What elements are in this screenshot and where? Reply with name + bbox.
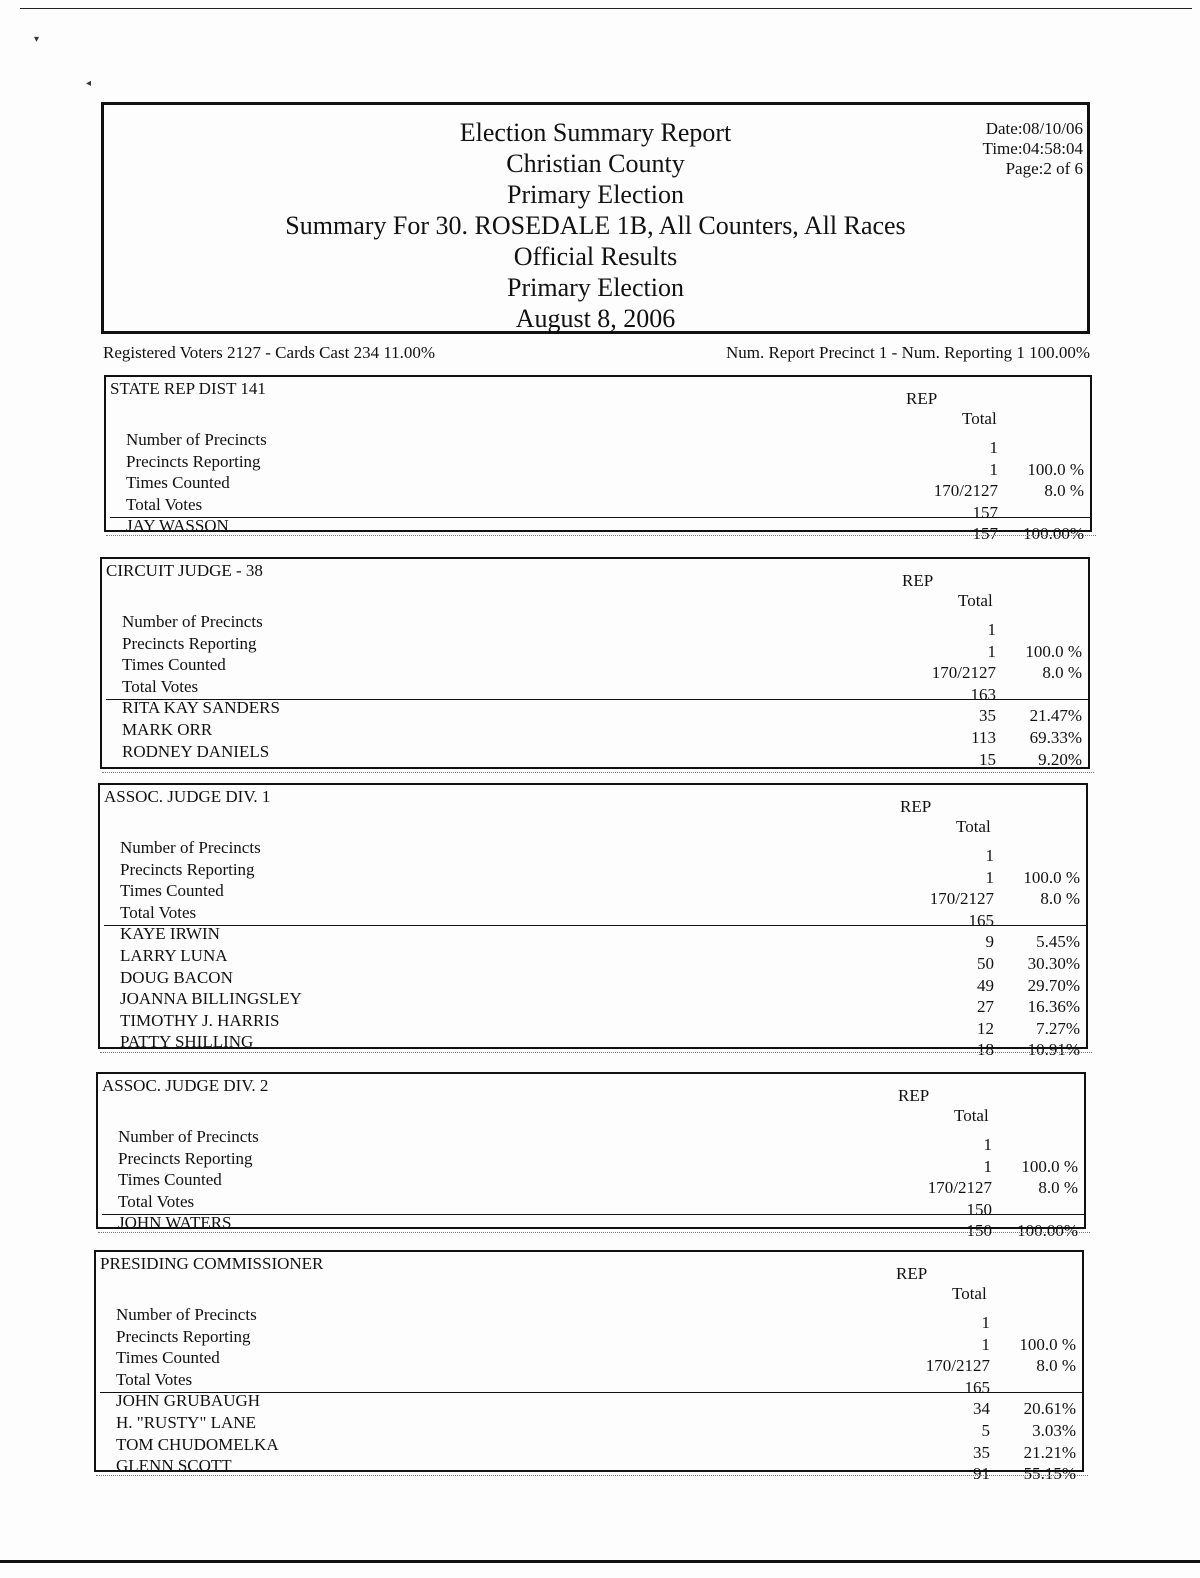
candidate-row-label: JAY WASSON [126,516,229,536]
candidate-row-label: RODNEY DANIELS [122,741,270,761]
candidate-row-value: 35 [973,1442,990,1462]
stat-row-label: Number of Precincts [120,838,261,857]
stat-row-label: Times Counted [116,1348,220,1368]
candidate-row-percent: 20.61% [1023,1399,1076,1419]
race-rows [118,1127,1084,1241]
stat-row-percent: 100.0 % [1027,459,1084,479]
stat-row-percent: 100.0 % [1021,1156,1078,1176]
party-label: REP [898,1086,930,1105]
candidate-row-percent: 16.36% [1027,997,1080,1017]
total-column-header: Total [956,817,991,836]
candidate-row-percent: 100.00% [1023,524,1084,544]
stat-row [116,1348,1082,1376]
stat-row [126,430,1090,457]
candidate-row [122,741,1088,769]
stat-row-value: 150 [966,1199,992,1219]
stat-row-value: 157 [972,502,998,522]
stat-row [116,1326,1082,1354]
stat-row-label: Precincts Reporting [118,1148,253,1168]
candidate-row [120,1032,1086,1060]
candidate-row-percent: 9.20% [1038,749,1082,769]
candidate-row-value: 49 [977,975,994,995]
race-title: ASSOC. JUDGE DIV. 2 [102,1076,269,1095]
race-title: PRESIDING COMMISSIONER [100,1254,324,1273]
stat-row-value: 1 [983,1135,992,1154]
stat-row-value: 1 [987,641,996,661]
stat-row-value: 1 [981,1313,990,1332]
candidate-row-label: JOHN GRUBAUGH [116,1391,261,1411]
stat-row-value: 170/2127 [927,1178,992,1198]
stat-row-value: 1 [989,438,998,457]
stat-row-label: Times Counted [120,881,224,901]
candidate-row-percent: 5.45% [1036,932,1080,952]
candidate-row-percent: 10.91% [1027,1040,1080,1060]
candidate-row-percent: 69.33% [1029,727,1082,747]
stat-row-label: Times Counted [118,1170,222,1190]
candidate-row-value: 50 [977,953,994,973]
candidate-row [122,719,1088,747]
candidate-row-label: DOUG BACON [120,967,233,987]
candidate-row-value: 15 [979,749,996,769]
report-meta [983,119,1083,179]
race-rows [122,612,1088,769]
county-name: Christian County [506,149,685,178]
election-type: Primary Election [507,180,684,209]
candidate-row-label: TIMOTHY J. HARRIS [120,1010,280,1030]
race-rows [120,838,1086,1060]
scan-mark: ◂ [86,78,92,89]
precinct-reporting-summary: Num. Report Precinct 1 - Num. Reporting 1 100.00% [725,343,1090,362]
candidate-row [120,1010,1086,1038]
stat-row-percent: 8.0 % [1036,1356,1076,1376]
stat-row-value: 170/2127 [931,663,996,683]
stat-row-percent: 100.0 % [1019,1334,1076,1354]
candidate-row-percent: 21.21% [1023,1442,1076,1462]
election-type-repeat: Primary Election [507,273,684,302]
stat-row-percent: 100.0 % [1023,867,1080,887]
registered-voters-summary: Registered Voters 2127 - Cards Cast 234 11.00% [103,343,436,362]
race-box [100,557,1090,769]
race-box [98,783,1088,1060]
race-rows [126,430,1090,544]
race-rows [116,1305,1082,1484]
stat-row-value: 1 [983,1156,992,1176]
candidate-row-percent: 3.03% [1032,1420,1076,1440]
stat-row-label: Precincts Reporting [116,1326,251,1346]
stat-row [116,1369,1082,1397]
stat-row [122,633,1088,661]
total-column-header: Total [952,1284,987,1303]
candidate-row-percent: 29.70% [1027,975,1080,995]
candidate-row-percent: 30.30% [1027,953,1080,973]
candidate-row [120,924,1086,952]
stat-row-value: 170/2127 [929,889,994,909]
stat-row-percent: 8.0 % [1044,481,1084,501]
race-title: ASSOC. JUDGE DIV. 1 [104,787,271,806]
stat-row-percent: 8.0 % [1042,663,1082,683]
stat-row-value: 1 [985,867,994,887]
party-label: REP [902,571,934,590]
race-title: STATE REP DIST 141 [110,379,266,398]
candidate-row [120,967,1086,995]
stat-row-label: Times Counted [126,473,230,493]
candidate-row [118,1213,1084,1241]
stat-row-value: 163 [970,684,996,704]
stat-row [120,838,1086,865]
candidate-row [122,698,1088,726]
stat-row-label: Total Votes [122,676,199,696]
report-header [101,102,1090,334]
candidate-row-value: 27 [977,997,994,1017]
total-column-header: Total [954,1106,989,1125]
stat-row-value: 1 [989,459,998,479]
party-label: REP [906,389,938,408]
stat-row [122,655,1088,683]
stat-row-label: Total Votes [116,1369,193,1389]
candidate-row-label: MARK ORR [122,719,213,739]
candidate-row [116,1391,1082,1419]
stat-row-label: Number of Precincts [116,1305,257,1324]
race-title: CIRCUIT JUDGE - 38 [106,561,263,580]
stat-row-label: Precincts Reporting [122,633,257,653]
stat-row-value: 165 [968,910,994,930]
candidate-row-percent: 100.00% [1017,1221,1078,1241]
candidate-row-value: 9 [985,932,994,952]
candidate-row-label: JOANNA BILLINGSLEY [120,989,302,1009]
candidate-row-value: 157 [972,524,998,544]
stat-row [116,1305,1082,1332]
stat-row [118,1170,1084,1198]
candidate-row-value: 150 [966,1221,992,1241]
results-status: Official Results [513,242,678,271]
race-box [104,375,1092,544]
stat-row-percent: 8.0 % [1038,1178,1078,1198]
candidate-row-value: 113 [971,727,996,747]
stat-row-value: 165 [964,1377,990,1397]
stat-row [120,881,1086,909]
stat-row-label: Number of Precincts [118,1127,259,1146]
candidate-row-value: 18 [977,1040,994,1060]
stat-row-label: Number of Precincts [122,612,263,631]
stat-row [122,612,1088,639]
party-label: REP [896,1264,928,1283]
race-box [94,1250,1084,1484]
candidate-row-label: JOHN WATERS [118,1213,232,1233]
stat-row-value: 1 [987,620,996,639]
party-label: REP [900,797,932,816]
bottom-border-line [0,1560,1200,1563]
candidate-row-label: H. "RUSTY" LANE [116,1412,256,1432]
total-column-header: Total [958,591,993,610]
stat-row-value: 170/2127 [925,1356,990,1376]
candidate-row-label: LARRY LUNA [120,945,228,965]
stat-row [118,1127,1084,1154]
stat-row [120,859,1086,887]
candidate-row-value: 5 [981,1420,990,1440]
stat-row-label: Precincts Reporting [126,451,261,471]
stat-row [126,451,1090,479]
candidate-row-label: PATTY SHILLING [120,1032,254,1052]
candidate-row-percent: 55.15% [1023,1464,1076,1484]
candidate-row [116,1456,1082,1484]
candidate-row-label: KAYE IRWIN [120,924,220,944]
candidate-row-value: 34 [973,1399,990,1419]
stat-row-percent: 8.0 % [1040,889,1080,909]
summary-scope: Summary For 30. ROSEDALE 1B, All Counters, All Races [285,211,906,240]
stat-row-label: Total Votes [120,902,197,922]
candidate-row [120,989,1086,1017]
stat-row [118,1191,1084,1219]
report-date: Date:08/10/06 [985,119,1083,138]
candidate-row-value: 91 [973,1464,990,1484]
stat-row [122,676,1088,704]
stat-row-label: Precincts Reporting [120,859,255,879]
top-border-line [20,8,1192,9]
candidate-row [120,945,1086,973]
candidate-row-label: RITA KAY SANDERS [122,698,280,718]
total-column-header: Total [962,409,997,428]
stat-row-label: Number of Precincts [126,430,267,449]
stat-row [126,473,1090,501]
candidate-row [116,1434,1082,1462]
election-date: August 8, 2006 [515,304,676,333]
scan-mark: ▾ [34,34,40,45]
stat-row-value: 1 [985,846,994,865]
stat-row [126,494,1090,522]
candidate-row-label: TOM CHUDOMELKA [116,1434,279,1454]
candidate-row [126,516,1090,544]
race-box [96,1072,1086,1241]
stat-row-value: 170/2127 [933,481,998,501]
report-time: Time:04:58:04 [982,139,1083,158]
stat-row-label: Times Counted [122,655,226,675]
page-number: Page:2 of 6 [1005,159,1083,178]
stat-row [120,902,1086,930]
stat-row-percent: 100.0 % [1025,641,1082,661]
candidate-row-label: GLENN SCOTT [116,1456,232,1476]
stat-row-value: 1 [981,1334,990,1354]
candidate-row-percent: 21.47% [1029,706,1082,726]
candidate-row [116,1412,1082,1440]
report-title: Election Summary Report [459,118,732,147]
stat-row [118,1148,1084,1176]
candidate-row-percent: 7.27% [1036,1018,1080,1038]
report-title-block [104,117,1087,334]
stat-row-label: Total Votes [118,1191,195,1211]
stat-row-label: Total Votes [126,494,203,514]
candidate-row-value: 12 [977,1018,994,1038]
candidate-row-value: 35 [979,706,996,726]
